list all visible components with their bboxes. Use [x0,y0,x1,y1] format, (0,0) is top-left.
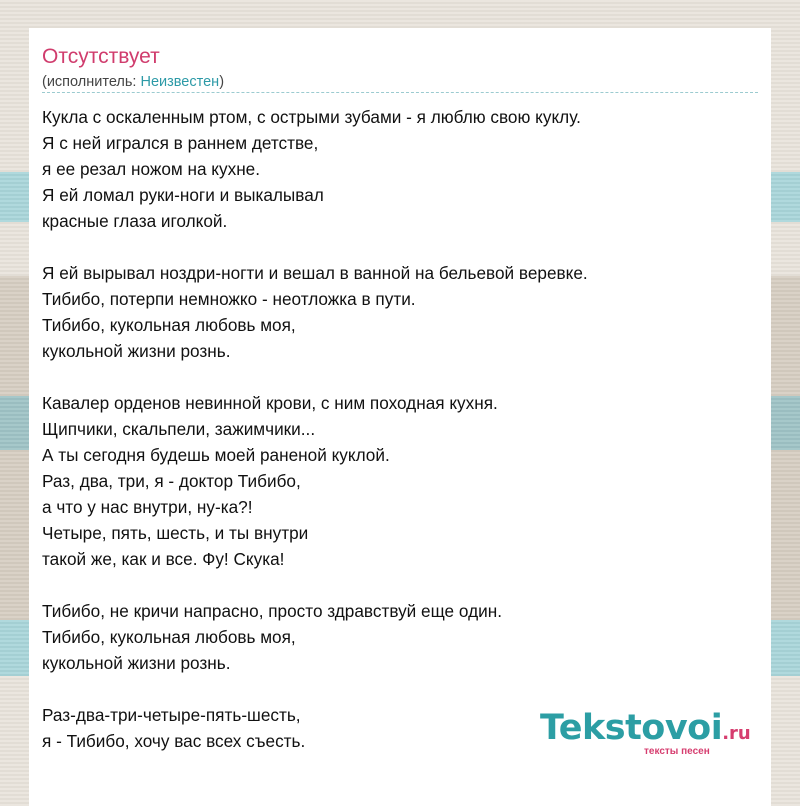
stanza-break [42,676,588,702]
title-divider [42,92,758,93]
lyric-line: кукольной жизни рознь. [42,653,231,673]
lyric-line: Раз-два-три-четыре-пять-шесть, [42,705,301,725]
lyric-line: Щипчики, скальпели, зажимчики... [42,419,316,439]
artist-label-open: (исполнитель: [42,74,141,90]
lyric-line: Кукла с оскаленным ртом, с острыми зубами - я люблю свою куклу. [42,107,581,127]
lyric-line: Я с ней игрался в раннем детстве, [42,133,319,153]
lyric-line: А ты сегодня будешь моей раненой куклой. [42,445,390,465]
lyric-line: Раз, два, три, я - доктор Тибибо, [42,471,301,491]
artist-label-close: ) [219,74,225,90]
artist-link[interactable]: Неизвестен [140,74,220,90]
lyric-line: я - Тибибо, хочу вас всех съесть. [42,731,306,751]
stanza-break [42,364,588,390]
song-title: Отсутствует [42,45,160,68]
stanza-break [42,234,588,260]
lyric-line: Тибибо, кукольная любовь моя, [42,627,296,647]
lyric-line: я ее резал ножом на кухне. [42,159,261,179]
lyric-line: такой же, как и все. Фу! Скука! [42,549,285,569]
lyric-line: Я ей ломал руки-ноги и выкалывал [42,185,324,205]
lyric-line: кукольной жизни рознь. [42,341,231,361]
lyric-line: Тибибо, кукольная любовь моя, [42,315,296,335]
lyric-line: Четыре, пять, шесть, и ты внутри [42,523,309,543]
lyrics-text [42,104,588,754]
lyrics-card [29,28,771,806]
lyric-line: красные глаза иголкой. [42,211,228,231]
logo-tld: .ru [722,723,751,744]
lyric-line: Я ей вырывал ноздри-ногти и вешал в ванной на бельевой веревке. [42,263,588,283]
lyric-line: Тибибо, потерпи немножко - неотложка в пути. [42,289,416,309]
artist-line [42,73,224,91]
logo-name: Tekstovoi [540,708,723,748]
lyric-line: а что у нас внутри, ну-ка?! [42,497,253,517]
stanza-break [42,572,588,598]
lyric-line: Кавалер орденов невинной крови, с ним походная кухня. [42,393,498,413]
lyric-line: Тибибо, не кричи напрасно, просто здравствуй еще один. [42,601,502,621]
logo-tagline: тексты песен [644,746,710,757]
